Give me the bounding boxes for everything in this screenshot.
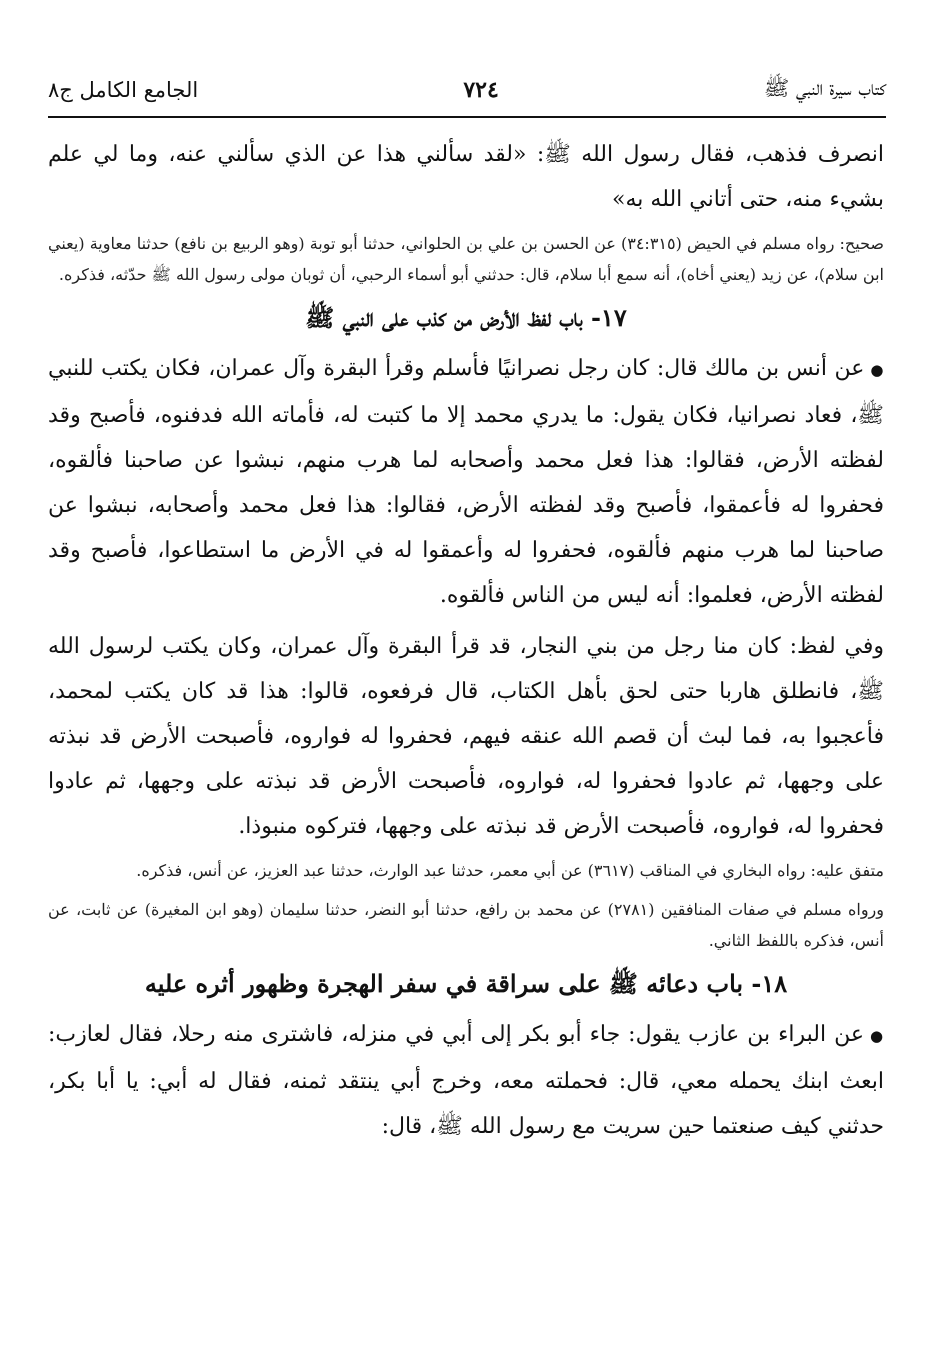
page-number: ٧٢٤: [463, 77, 499, 103]
hadith-paragraph: ●عن البراء بن عازب يقول: جاء أبو بكر إلى أبي في منزله، فاشترى منه رحلا، فقال لعازب: ابعث ابنك يحمله معي، قال: فحملته معه، وخرج أبي ينتقد ثمنه، فقال له أبي: يا أبا بكر، حدثني كيف صنعتما حين سريت مع رسول الله ﷺ، قال:: [48, 1022, 884, 1139]
takhrij-note: صحيح: رواه مسلم في الحيض (٣٤:٣١٥) عن الحسن بن علي بن الحلواني، حدثنا أبو توبة (وهو الربيع بن نافع) حدثنا معاوية (يعني ابن سلام)، عن زيد (يعني أخاه)، أنه سمع أبا سلام، قال: حدثني أبو أسماء الرحبي، أن ثوبان مولى رسول الله ﷺ حدّثه، فذكره.: [48, 234, 884, 284]
bullet-icon: ●: [870, 361, 884, 379]
text-paragraph: وفي لفظ: كان منا رجل من بني النجار، قد قرأ البقرة وآل عمران، وكان يكتب لرسول الله ﷺ، فانطلق هاربا حتى لحق بأهل الكتاب، قال فرفعوه، قالوا: هذا قد كان يكتب لمحمد، فأعجبوا به، فما لبث أن قصم الله عنقه فيهم، فحفروا له فواروه، فأصبحت الأرض قد نبذته على وجهها، ثم عادوا فحفروا له، فواروه، فأصبحت الأرض قد نبذته على وجهها، ثم عادوا فحفروا له، فواروه، فأصبحت الأرض قد نبذته على وجهها، فتركوه منبوذا.: [48, 634, 884, 839]
volume-label: الجامع الكامل ج٨: [48, 78, 199, 102]
text-paragraph: انصرف فذهب، فقال رسول الله ﷺ: «لقد سألني هذا عن الذي سألني عنه، وما لي علم بشيء منه، حتى أتاني الله به»: [48, 142, 884, 212]
running-header: [48, 68, 886, 112]
hadith-paragraph: ●عن أنس بن مالك قال: كان رجل نصرانيًا فأسلم وقرأ البقرة وآل عمران، فكان يكتب للنبي ﷺ، فعاد نصرانيا، فكان يقول: ما يدري محمد إلا ما كتبت له، فأماته الله فدفنوه، فأصبح وقد لفظته الأرض، فقالوا: هذا فعل محمد وأصحابه لما هرب منهم، نبشوا عن صاحبنا فألقوه، فحفروا له فأعمقوا، فأصبح وقد لفظته الأرض، فقالوا: هذا فعل محمد وأصحابه، نبشوا عن صاحبنا لما هرب منهم فألقوه، فحفروا له وأعمقوا له في الأرض ما استطاعوا، فأصبح وقد لفظته الأرض، فعلموا: أنه ليس من الناس فألقوه.: [48, 356, 884, 608]
chapter-heading: ١٧- باب لفظ الأرض من كذب على النبي ﷺ: [305, 303, 627, 332]
header-rule: [48, 116, 886, 118]
takhrij-note: ورواه مسلم في صفات المنافقين (٢٧٨١) عن محمد بن رافع، حدثنا أبو النضر، حدثنا سليمان (وهو ابن المغيرة) عن ثابت، عن أنس، فذكره باللفظ الثاني.: [48, 900, 885, 950]
bullet-icon: ●: [869, 1027, 884, 1045]
chapter-heading: ١٨- باب دعائه ﷺ على سراقة في سفر الهجرة وظهور أثره عليه: [144, 969, 788, 998]
book-title: كتاب سيرة النبي ﷺ: [763, 75, 886, 100]
takhrij-note: متفق عليه: رواه البخاري في المناقب (٣٦١٧) عن أبي معمر، حدثنا عبد الوارث، حدثنا عبد العزيز، عن أنس، فذكره.: [136, 861, 884, 880]
page-body: [48, 132, 884, 1155]
